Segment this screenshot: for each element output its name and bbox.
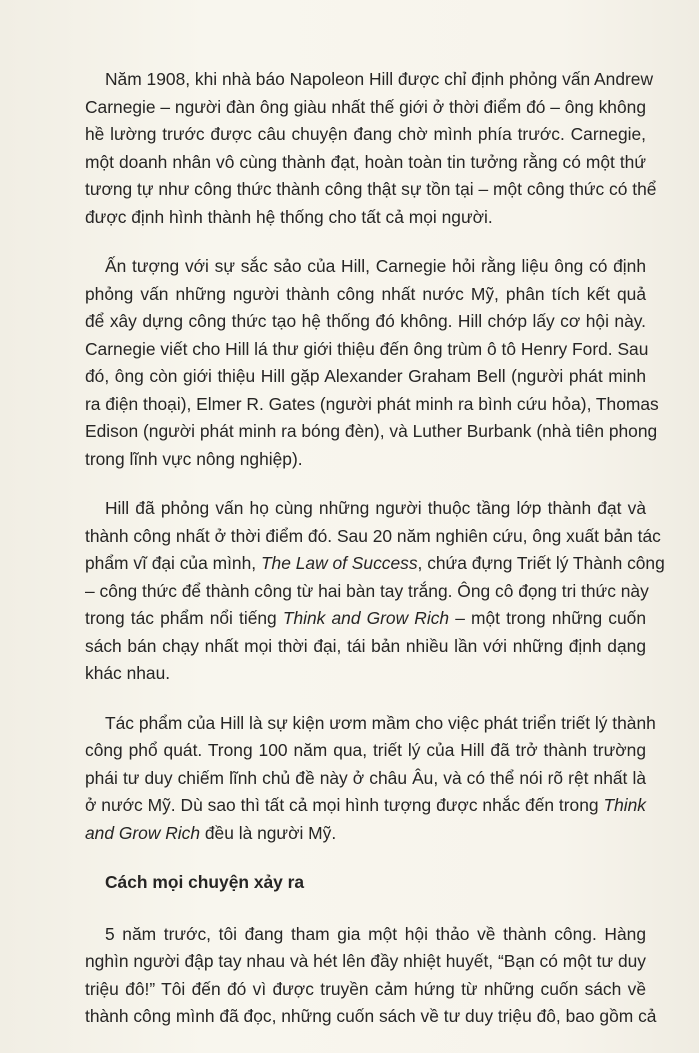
text-segment: Carnegie viết cho Hill lá thư giới thiệu đến ông trùm ô tô Henry Ford. Sau	[85, 338, 649, 359]
text-segment: trong tác phẩm nổi tiếng	[85, 608, 283, 628]
italic-title: Think	[603, 795, 646, 815]
text-segment: khác nhau.	[85, 663, 171, 683]
text-line	[85, 1003, 657, 1031]
text-segment: Ấn tượng với sự sắc sảo của Hill, Carnegie hỏi rằng liệu ông có định	[105, 256, 646, 276]
text-line	[85, 121, 646, 149]
text-segment: Hill đã phỏng vấn họ cùng những người thuộc tầng lớp thành đạt và	[105, 498, 646, 518]
text-line	[85, 605, 646, 633]
text-segment: Năm 1908, khi nhà báo Napoleon Hill được chỉ định phỏng vấn Andrew	[105, 69, 654, 89]
text-segment: để xây dựng công thức tạo hệ thống đó không. Hill chớp lấy cơ hội này.	[85, 311, 646, 331]
paragraphs-after-heading	[85, 921, 657, 1031]
text-segment: – một trong những cuốn	[449, 608, 647, 628]
text-segment: đó, ông còn giới thiệu Hill gặp Alexander Graham Bell (người phát minh	[85, 366, 646, 386]
text-line	[85, 363, 646, 391]
text-segment: tương tự như công thức thành công thật sự tồn tại – một công thức có thể	[85, 179, 657, 199]
text-segment: thành công nhất ở thời điểm đó. Sau 20 năm nghiên cứu, ông xuất bản tác	[85, 525, 661, 546]
text-line	[85, 253, 646, 281]
text-segment: hề lường trước được câu chuyện đang chờ mình phía trước. Carnegie,	[85, 124, 646, 144]
text-segment: ở nước Mỹ. Dù sao thì tất cả mọi hình tượng được nhắc đến trong	[85, 795, 604, 815]
text-line	[85, 446, 646, 474]
text-line	[85, 204, 646, 232]
text-line	[85, 495, 646, 523]
text-segment: triệu đô!” Tôi đến đó vì được truyền cảm hứng từ những cuốn sách về	[85, 978, 646, 999]
text-line	[85, 820, 646, 848]
paragraphs-before-heading	[85, 66, 665, 847]
text-line	[85, 391, 659, 419]
text-segment: thành công mình đã đọc, những cuốn sách về tư duy triệu đô, bao gồm cả	[85, 1006, 657, 1026]
italic-title: Think and Grow Rich	[282, 608, 450, 628]
paragraph	[85, 710, 656, 848]
text-segment: đều là người Mỹ.	[200, 822, 337, 843]
book-page-body	[85, 66, 665, 1053]
text-segment: 5 năm trước, tôi đang tham gia một hội thảo về thành công. Hàng	[105, 923, 646, 944]
text-line	[85, 765, 646, 793]
text-line	[85, 633, 646, 661]
text-line	[85, 578, 649, 606]
text-line	[85, 336, 649, 364]
italic-title: and Grow Rich	[85, 822, 201, 843]
text-line	[85, 281, 646, 309]
text-line	[85, 66, 654, 94]
text-segment: Carnegie – người đàn ông giàu nhất thế giới ở thời điểm đó – ông không	[85, 96, 646, 117]
text-segment: Edison (người phát minh ra bóng đèn), và Luther Burbank (nhà tiên phong	[85, 421, 658, 441]
text-line	[85, 94, 646, 122]
text-segment: nghìn người đập tay nhau và hét lên đầy nhiệt huyết, “Bạn có một tư duy	[85, 951, 646, 971]
text-segment: công phổ quát. Trong 100 năm qua, triết lý của Hill đã trở thành trường	[85, 740, 646, 760]
paragraph	[85, 253, 659, 473]
section-heading: Cách mọi chuyện xảy ra	[105, 872, 305, 892]
text-segment: sách bán chạy nhất mọi thời đại, tái bản nhiều lần với những định dạng	[85, 635, 646, 656]
text-segment: một doanh nhân vô cùng thành đạt, hoàn toàn tin tưởng rằng có một thứ	[85, 151, 646, 172]
text-line	[85, 792, 646, 820]
text-segment: trong lĩnh vực nông nghiệp).	[85, 448, 303, 469]
paragraph	[85, 66, 657, 231]
paragraph	[85, 495, 665, 688]
text-line	[85, 921, 646, 949]
text-line	[85, 710, 656, 738]
text-segment: phỏng vấn những người thành công nhất nước Mỹ, phân tích kết quả	[85, 283, 646, 304]
text-segment: , chứa đựng Triết lý Thành công	[417, 553, 665, 573]
text-line	[85, 976, 646, 1004]
text-line	[85, 418, 658, 446]
text-segment: được định hình thành hệ thống cho tất cả mọi người.	[85, 206, 493, 227]
text-segment: phẩm vĩ đại của mình,	[85, 553, 261, 573]
text-line	[85, 523, 661, 551]
text-line	[85, 550, 665, 578]
text-line	[85, 948, 646, 976]
italic-title: The Law of Success	[260, 553, 418, 573]
text-line	[85, 737, 646, 765]
text-segment: – công thức để thành công từ hai bàn tay trắng. Ông cô đọng tri thức này	[85, 580, 649, 601]
text-segment: Tác phẩm của Hill là sự kiện ươm mầm cho việc phát triển triết lý thành	[105, 712, 656, 733]
text-segment: ra điện thoại), Elmer R. Gates (người phát minh ra bình cứu hỏa), Thomas	[85, 393, 659, 414]
paragraph	[85, 921, 657, 1031]
text-line	[85, 660, 646, 688]
text-line	[85, 149, 646, 177]
text-line	[85, 308, 646, 336]
text-line	[85, 176, 657, 204]
text-segment: phái tư duy chiếm lĩnh chủ đề này ở châu Âu, và có thể nói rõ rệt nhất là	[85, 767, 646, 788]
